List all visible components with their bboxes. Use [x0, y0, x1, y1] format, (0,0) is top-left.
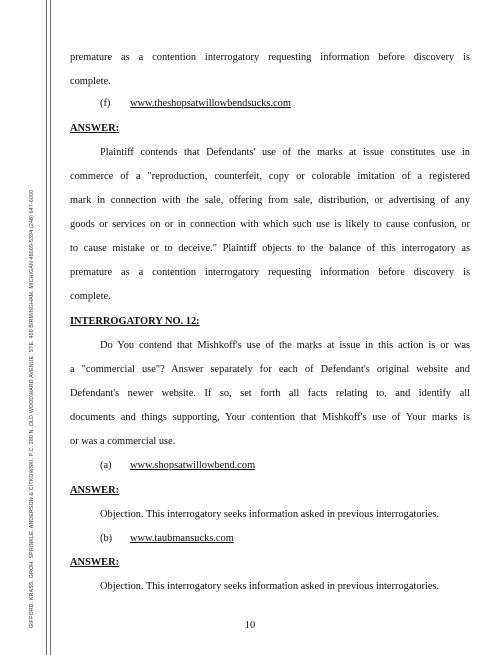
list-item-b: [100, 533, 500, 545]
answer-text: Objection. This interrogatory seeks information asked in previous interrogatories.: [100, 581, 440, 592]
url-link[interactable]: www.theshopsatwillowbendsucks.com: [130, 98, 291, 109]
url-link[interactable]: www.shopsatwillowbend.com: [130, 460, 256, 471]
paragraph-line: Plaintiff contends that Defendants' use of the marks at issue constitutes use in: [100, 147, 470, 158]
paragraph-line: complete.: [70, 76, 111, 87]
url-link[interactable]: www.taubmansucks.com: [130, 533, 234, 544]
paragraph-line: documents and things supporting, Your contention that Mishkoff's use of Your marks is: [70, 412, 470, 423]
list-item-f: [100, 98, 500, 110]
paragraph-line: goods or services on or in connection with which such use is likely to cause confusion, or: [70, 219, 470, 230]
paragraph-line: premature as a contention interrogatory requesting information before discovery is: [70, 52, 470, 63]
left-margin-rule: [46, 0, 47, 655]
paragraph-line: complete.: [70, 291, 111, 302]
left-margin-rule-inner: [50, 0, 51, 655]
paragraph-line: a "commercial use"? Answer separately for each of Defendant's original website and: [70, 364, 470, 375]
firm-sidebar-text: GIFFORD, KRASS, GROH, SPRINKLE, ANDERSON & CITKOWSKI, P.C. 280 N. OLD WOODWARD AVENUE, STE. 400 BIRMINGHAM, MICHIGAN 48009-5394 (248) 647-6000: [29, 189, 35, 628]
paragraph-line: Do You contend that Mishkoff's use of the marks at issue in this action is or was: [100, 340, 470, 351]
answer-heading: ANSWER:: [70, 485, 120, 496]
paragraph-line: Defendant's newer website. If so, set forth all facts relating to, and identify all: [70, 388, 470, 399]
list-item-a: [100, 460, 500, 472]
answer-text: Objection. This interrogatory seeks information asked in previous interrogatories.: [100, 509, 440, 520]
answer-heading: ANSWER:: [70, 123, 120, 134]
paragraph-line: to cause mistake or to deceive." Plaintiff objects to the balance of this interrogatory as: [70, 243, 470, 254]
list-label: (a): [100, 460, 112, 471]
interrogatory-heading: INTERROGATORY NO. 12:: [70, 316, 200, 327]
answer-heading: ANSWER:: [70, 557, 120, 568]
paragraph-line: mark in connection with the sale, offering from sale, distribution, or advertising of any: [70, 195, 470, 206]
paragraph-line: or was a commercial use.: [70, 436, 176, 447]
paragraph-line: commerce of a "reproduction, counterfeit, copy or colorable imitation of a registered: [70, 171, 470, 182]
page-number: 10: [244, 620, 256, 631]
paragraph-line: premature as a contention interrogatory requesting information before discovery is: [70, 267, 470, 278]
list-label: (b): [100, 533, 113, 544]
list-label: (f): [100, 98, 111, 109]
